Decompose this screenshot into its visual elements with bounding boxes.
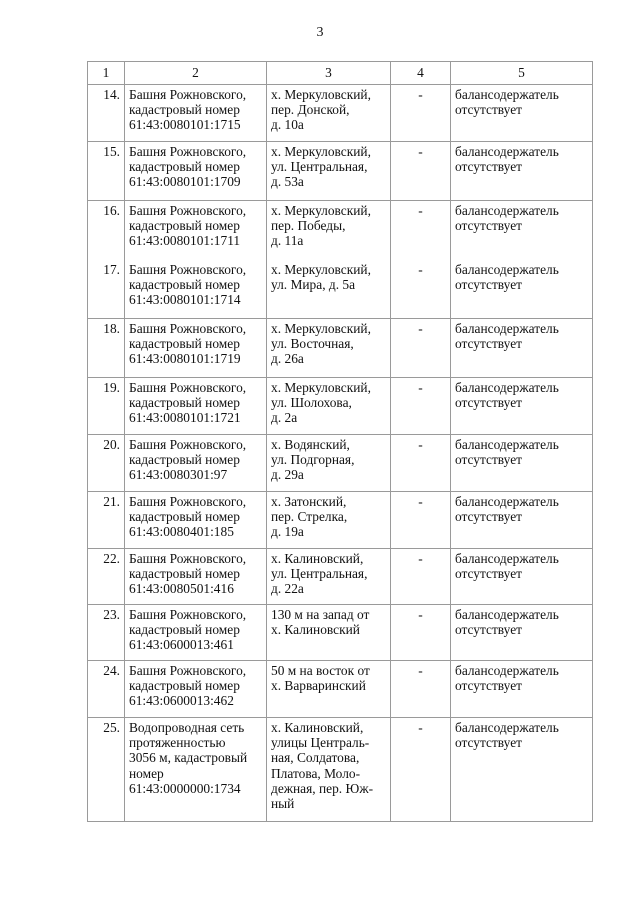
table-row — [88, 260, 593, 319]
column-4-value: - — [391, 85, 451, 142]
object-name: Башня Рожновского, кадастровый номер 61:43:0600013:461 — [125, 605, 267, 661]
object-name: Башня Рожновского, кадастровый номер 61:43:0080101:1714 — [125, 260, 267, 319]
column-4-value: - — [391, 142, 451, 201]
object-name: Башня Рожновского, кадастровый номер 61:43:0080101:1721 — [125, 378, 267, 435]
table-row — [88, 319, 593, 378]
object-name: Водопроводная сеть протяженностью 3056 м, кадастровый номер 61:43:0000000:1734 — [125, 718, 267, 822]
column-header: 3 — [267, 62, 391, 85]
row-number: 20. — [88, 435, 125, 492]
object-location: х. Водянский, ул. Подгорная, д. 29а — [267, 435, 391, 492]
object-location: х. Меркуловский, ул. Центральная, д. 53а — [267, 142, 391, 201]
balance-holder: балансодержатель отсутствует — [451, 718, 593, 822]
balance-holder: балансодержатель отсутствует — [451, 378, 593, 435]
table-header-row — [88, 62, 593, 85]
column-4-value: - — [391, 435, 451, 492]
column-4-value: - — [391, 661, 451, 718]
balance-holder: балансодержатель отсутствует — [451, 605, 593, 661]
table-row — [88, 661, 593, 718]
object-location: 50 м на восток от х. Варваринский — [267, 661, 391, 718]
row-number: 16. — [88, 201, 125, 260]
registry-table — [87, 61, 593, 822]
object-location: х. Меркуловский, ул. Шолохова, д. 2а — [267, 378, 391, 435]
row-number: 18. — [88, 319, 125, 378]
column-4-value: - — [391, 201, 451, 260]
row-number: 21. — [88, 492, 125, 549]
table-row — [88, 549, 593, 605]
object-name: Башня Рожновского, кадастровый номер 61:43:0080101:1719 — [125, 319, 267, 378]
column-4-value: - — [391, 718, 451, 822]
balance-holder: балансодержатель отсутствует — [451, 492, 593, 549]
object-location: х. Меркуловский, ул. Восточная, д. 26а — [267, 319, 391, 378]
row-number: 23. — [88, 605, 125, 661]
object-location: х. Меркуловский, ул. Мира, д. 5а — [267, 260, 391, 319]
table-row — [88, 605, 593, 661]
table-row — [88, 378, 593, 435]
balance-holder: балансодержатель отсутствует — [451, 435, 593, 492]
column-4-value: - — [391, 319, 451, 378]
object-name: Башня Рожновского, кадастровый номер 61:43:0080501:416 — [125, 549, 267, 605]
object-location: х. Меркуловский, пер. Победы, д. 11а — [267, 201, 391, 260]
column-4-value: - — [391, 378, 451, 435]
balance-holder: балансодержатель отсутствует — [451, 201, 593, 260]
object-location: х. Меркуловский, пер. Донской, д. 10а — [267, 85, 391, 142]
table-row — [88, 435, 593, 492]
object-name: Башня Рожновского, кадастровый номер 61:43:0080101:1711 — [125, 201, 267, 260]
table-row — [88, 201, 593, 260]
column-4-value: - — [391, 549, 451, 605]
column-4-value: - — [391, 260, 451, 319]
column-header: 5 — [451, 62, 593, 85]
balance-holder: балансодержатель отсутствует — [451, 142, 593, 201]
column-header: 4 — [391, 62, 451, 85]
column-header: 1 — [88, 62, 125, 85]
page-number: 3 — [316, 25, 324, 40]
table-row — [88, 85, 593, 142]
row-number: 17. — [88, 260, 125, 319]
object-location: х. Калиновский, ул. Центральная, д. 22а — [267, 549, 391, 605]
table-row — [88, 492, 593, 549]
object-location: 130 м на запад от х. Калиновский — [267, 605, 391, 661]
column-4-value: - — [391, 605, 451, 661]
row-number: 25. — [88, 718, 125, 822]
balance-holder: балансодержатель отсутствует — [451, 85, 593, 142]
object-name: Башня Рожновского, кадастровый номер 61:43:0080101:1715 — [125, 85, 267, 142]
object-location: х. Затонский, пер. Стрелка, д. 19а — [267, 492, 391, 549]
row-number: 22. — [88, 549, 125, 605]
object-name: Башня Рожновского, кадастровый номер 61:43:0080301:97 — [125, 435, 267, 492]
table-row — [88, 718, 593, 822]
balance-holder: балансодержатель отсутствует — [451, 260, 593, 319]
object-name: Башня Рожновского, кадастровый номер 61:43:0080101:1709 — [125, 142, 267, 201]
column-4-value: - — [391, 492, 451, 549]
column-header: 2 — [125, 62, 267, 85]
balance-holder: балансодержатель отсутствует — [451, 319, 593, 378]
balance-holder: балансодержатель отсутствует — [451, 661, 593, 718]
object-location: х. Калиновский, улицы Централь- ная, Солдатова, Платова, Моло- дежная, пер. Юж- ный — [267, 718, 391, 822]
table-row — [88, 142, 593, 201]
object-name: Башня Рожновского, кадастровый номер 61:43:0080401:185 — [125, 492, 267, 549]
row-number: 24. — [88, 661, 125, 718]
row-number: 15. — [88, 142, 125, 201]
row-number: 19. — [88, 378, 125, 435]
object-name: Башня Рожновского, кадастровый номер 61:43:0600013:462 — [125, 661, 267, 718]
balance-holder: балансодержатель отсутствует — [451, 549, 593, 605]
row-number: 14. — [88, 85, 125, 142]
